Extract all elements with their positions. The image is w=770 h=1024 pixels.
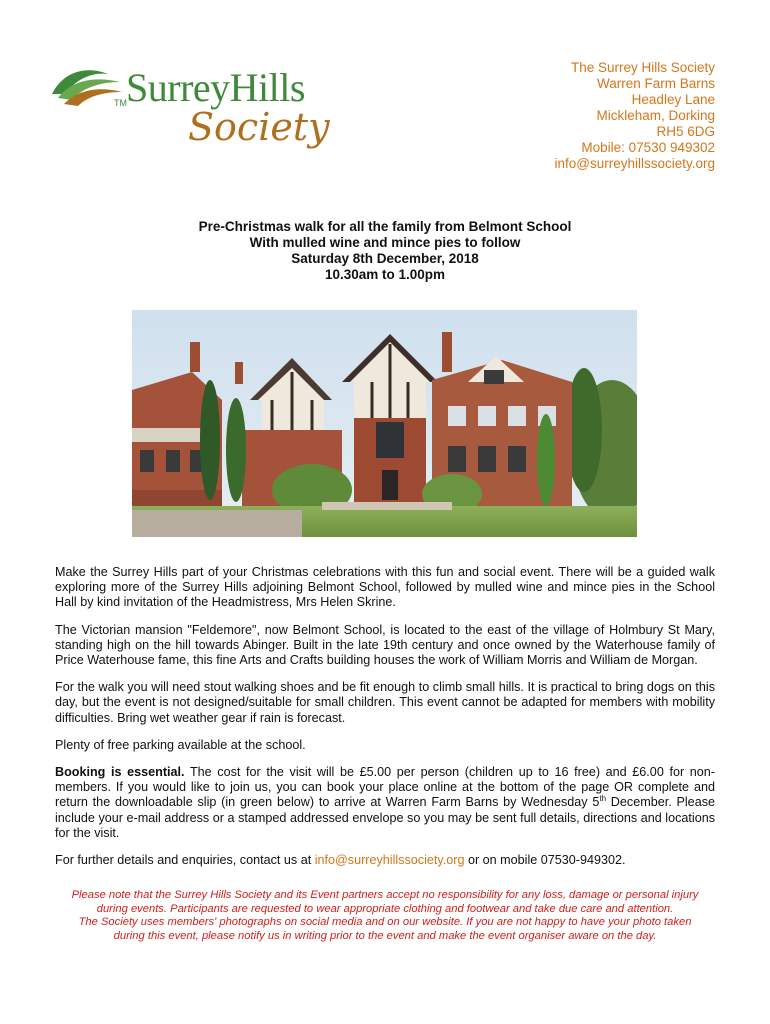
event-date: Saturday 8th December, 2018: [291, 251, 479, 266]
booking-text-a: The cost for the visit will be £5.00 per person (children up to 16 free) and £6.00 for non-members. If you would like to join us, you can book your place online at the bottom of the page OR complete and return the downloadable slip (in green below) to arrive at Warren Farm Barns by Wednesday 5: [55, 765, 715, 810]
belmont-school-photo: [132, 310, 637, 537]
event-title: Pre-Christmas walk for all the family from Belmont School: [198, 219, 572, 234]
contact-address-block: [554, 60, 715, 172]
walk-requirements-paragraph: For the walk you will need stout walking shoes and be fit enough to climb small hills. It is practical to bring dogs on this day, but the event is not designed/suitable for small children. This event cannot be adapted for members with mobility difficulties. Bring wet weather gear if rain is forecast.: [55, 680, 715, 725]
event-time: 10.30am to 1.00pm: [324, 267, 446, 282]
disclaimer-line: during events. Participants are requested to wear appropriate clothing and footwear and take due care and attention.: [96, 902, 674, 915]
address-line-street: Headley Lane: [631, 92, 715, 107]
address-line-email-link[interactable]: info@surreyhillssociety.org: [554, 156, 715, 171]
booking-emphasis: Booking is essential.: [55, 765, 185, 780]
event-subtitle: With mulled wine and mince pies to follow: [249, 235, 521, 250]
booking-text-b: December. Please include your e-mail address or a stamped addressed envelope so you may be sent full details, directions and locations for the visit.: [55, 795, 715, 840]
mansion-illustration: [132, 310, 637, 537]
enquiries-paragraph: [55, 853, 715, 868]
intro-paragraph: Make the Surrey Hills part of your Christmas celebrations with this fun and social event. There will be a guided walk exploring more of the Surrey Hills adjoining Belmont School, followed by mulled wine and mince pies in the School Hall by kind invitation of the Headmistress, Mrs Helen Skrine.: [55, 565, 715, 610]
event-heading: [0, 219, 770, 283]
disclaimer-notice: [40, 889, 730, 943]
event-description: [55, 565, 715, 880]
parking-paragraph: Plenty of free parking available at the school.: [55, 737, 306, 752]
address-line-town: Mickleham, Dorking: [596, 108, 715, 123]
history-paragraph: The Victorian mansion "Feldemore", now Belmont School, is located to the east of the village of Holmbury St Mary, standing high on the hill towards Abinger. Built in the late 19th century and once owned by the Waterhouse family of Price Waterhouse fame, this fine Arts and Crafts building houses the work of William Morris and William de Morgan.: [55, 622, 715, 668]
logo-swirl-icon: [48, 64, 124, 108]
disclaimer-line: The Society uses members' photographs on social media and on our website. If you are not happy to have your photo taken: [78, 916, 692, 929]
logo-trademark: TM: [114, 98, 127, 108]
disclaimer-line: during this event, please notify us in writing prior to the event and make the event organiser aware on the day.: [113, 929, 657, 942]
address-line-org: The Surrey Hills Society: [570, 60, 715, 75]
logo-wordmark-society: Society: [188, 105, 330, 149]
surrey-hills-logo: [48, 58, 368, 168]
address-line-mobile: Mobile: 07530 949302: [581, 140, 715, 155]
enquiries-text-b: or on mobile 07530-949302.: [464, 853, 626, 868]
enquiries-email-link[interactable]: info@surreyhillssociety.org: [314, 853, 465, 868]
booking-date-suffix: th: [599, 794, 607, 804]
enquiries-text-a: For further details and enquiries, contact us at: [55, 853, 315, 868]
address-line-building: Warren Farm Barns: [596, 76, 715, 91]
disclaimer-line: Please note that the Surrey Hills Society and its Event partners accept no responsibility for any loss, damage or personal injury: [71, 889, 699, 901]
address-line-postcode: RH5 6DG: [656, 124, 715, 139]
logo-wordmark-surreyhills: SurreyHills: [126, 65, 305, 110]
booking-paragraph: [55, 765, 715, 841]
